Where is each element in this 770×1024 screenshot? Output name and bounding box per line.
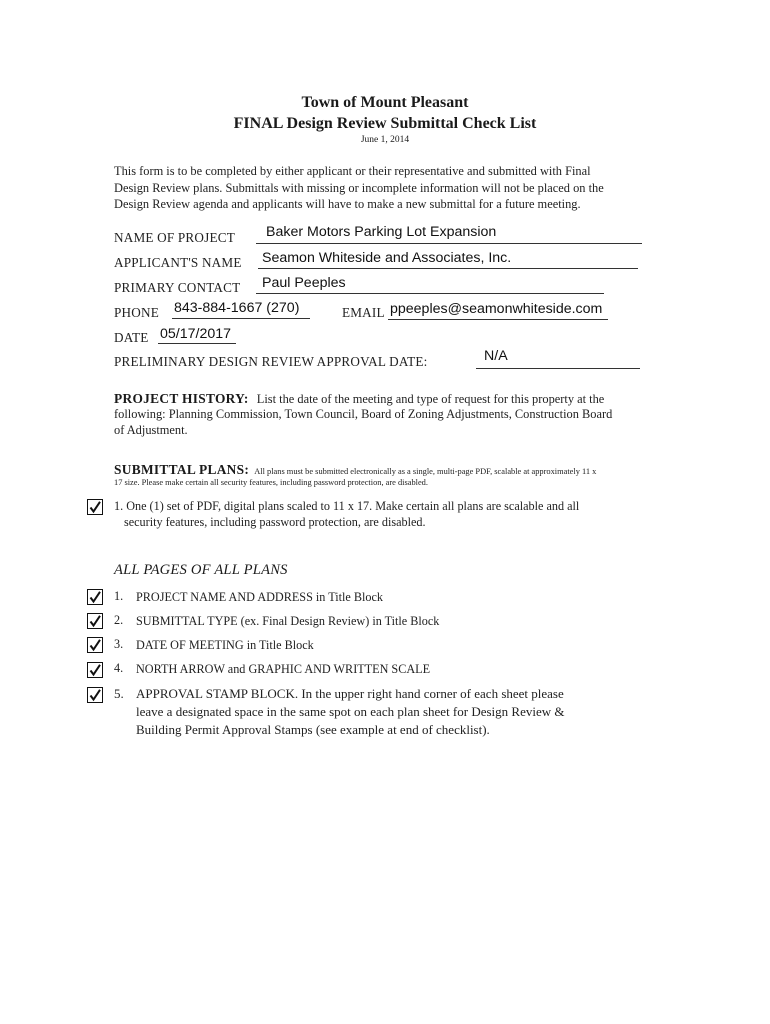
checkmark-icon (88, 688, 102, 702)
checkmark-icon (88, 500, 102, 514)
submittal-plans-note-2: 17 size. Please make certain all security features, including password protection, are disabled. (114, 478, 428, 487)
date-label: DATE (114, 330, 149, 345)
all-pages-item-3-checkbox[interactable] (87, 637, 103, 653)
form-title-town: Town of Mount Pleasant (301, 94, 469, 111)
primary-contact-value: Paul Peeples (262, 275, 346, 291)
date-value: 05/17/2017 (160, 326, 232, 342)
prelim-approval-value: N/A (484, 348, 508, 364)
form-title-checklist: FINAL Design Review Submittal Check List (233, 115, 537, 132)
all-pages-item-2-text: SUBMITTAL TYPE (ex. Final Design Review) in Title Block (136, 614, 440, 628)
phone-value: 843-884-1667 (270) (174, 300, 300, 316)
all-pages-item-4-text: NORTH ARROW and GRAPHIC AND WRITTEN SCALE (136, 662, 431, 676)
email-value: ppeeples@seamonwhiteside.com (390, 301, 603, 317)
applicant-name-label: APPLICANT'S NAME (114, 255, 242, 270)
all-pages-item-1-text: PROJECT NAME AND ADDRESS in Title Block (136, 590, 383, 604)
project-name-value: Baker Motors Parking Lot Expansion (266, 224, 497, 240)
intro-line-1: This form is to be completed by either applicant or their representative and submitted with Final (114, 164, 591, 178)
all-pages-item-1-number: 1. (114, 589, 124, 603)
submittal-plans-note-1: All plans must be submitted electronically as a single, multi-page PDF, scalable at approximately 11 x (254, 467, 597, 476)
all-pages-item-5-checkbox[interactable] (87, 687, 103, 703)
all-pages-item-2-number: 2. (114, 613, 124, 627)
email-label: EMAIL (342, 305, 385, 320)
all-pages-item-3-text: DATE OF MEETING in Title Block (136, 638, 314, 652)
all-pages-item-5-number: 5. (114, 686, 124, 701)
submittal-plans-heading: SUBMITTAL PLANS: (114, 462, 250, 477)
checkmark-icon (88, 590, 102, 604)
project-history-text-1: List the date of the meeting and type of request for this property at the (256, 392, 605, 406)
all-pages-item-5-line-3: Building Permit Approval Stamps (see example at end of checklist). (136, 722, 490, 737)
submittal-item-1-line-2: security features, including password protection, are disabled. (124, 515, 426, 529)
project-history-line-1 (114, 388, 604, 408)
form-revision-date: June 1, 2014 (360, 135, 410, 145)
checkmark-icon (88, 663, 102, 677)
checkmark-icon (88, 614, 102, 628)
submittal-item-1-checkbox[interactable] (87, 499, 103, 515)
all-pages-heading: ALL PAGES OF ALL PLANS (114, 562, 288, 578)
project-history-heading: PROJECT HISTORY: (114, 391, 249, 406)
project-name-label: NAME OF PROJECT (114, 230, 235, 245)
all-pages-item-4-number: 4. (114, 661, 124, 675)
all-pages-item-1-checkbox[interactable] (87, 589, 103, 605)
submittal-item-1-line-1: 1. One (1) set of PDF, digital plans scaled to 11 x 17. Make certain all plans are scalable and all (114, 499, 580, 513)
all-pages-item-5-line-1: APPROVAL STAMP BLOCK. In the upper right hand corner of each sheet please (136, 686, 564, 701)
checkmark-icon (88, 638, 102, 652)
intro-line-3: Design Review agenda and applicants will have to make a new submittal for a future meeting. (114, 197, 581, 211)
all-pages-item-5-line-2: leave a designated space in the same spot on each plan sheet for Design Review & (136, 704, 565, 719)
project-history-line-2: following: Planning Commission, Town Council, Board of Zoning Adjustments, Construction Board (114, 407, 613, 421)
prelim-approval-label: PRELIMINARY DESIGN REVIEW APPROVAL DATE: (114, 354, 428, 369)
all-pages-item-3-number: 3. (114, 637, 124, 651)
project-history-line-3: of Adjustment. (114, 423, 188, 437)
all-pages-item-2-checkbox[interactable] (87, 613, 103, 629)
phone-label: PHONE (114, 305, 159, 320)
intro-line-2: Design Review plans. Submittals with missing or incomplete information will not be placed on the (114, 181, 604, 195)
applicant-name-value: Seamon Whiteside and Associates, Inc. (262, 250, 512, 266)
all-pages-item-4-checkbox[interactable] (87, 662, 103, 678)
primary-contact-label: PRIMARY CONTACT (114, 280, 241, 295)
